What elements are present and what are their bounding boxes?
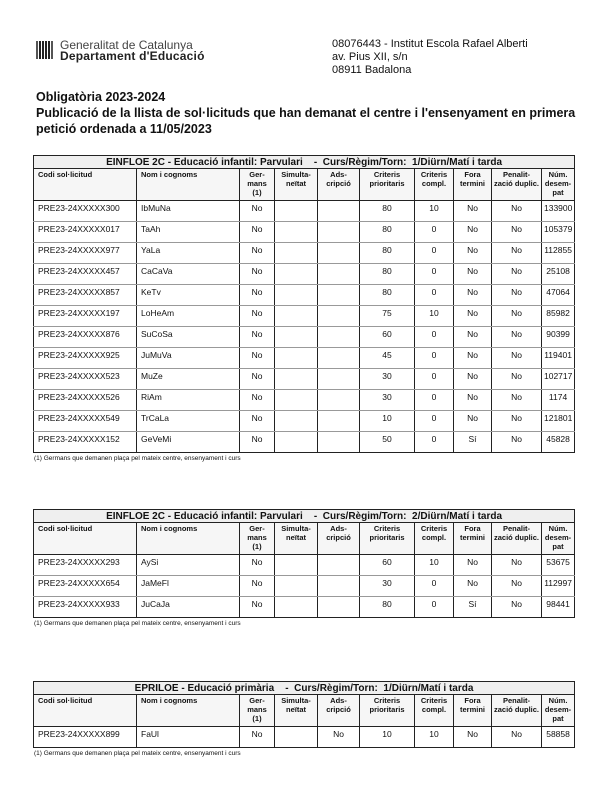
table-cell: LoHeAm [137,306,240,327]
table-cell: IbMuNa [137,201,240,222]
table-cell: PRE23-24XXXXX152 [34,432,137,453]
table-cell: 60 [360,555,415,576]
table-cell: 50 [360,432,415,453]
column-header: Penalit- zació duplic. [492,695,542,727]
header-row [34,695,575,727]
table-cell: 10 [360,411,415,432]
column-header: Criteris prioritaris [360,695,415,727]
table-cell: TrCaLa [137,411,240,432]
column-header: Núm. desem- pat [542,695,575,727]
table-cell: No [492,285,542,306]
table-cell: No [240,411,275,432]
page-header [36,38,576,78]
table-cell: PRE23-24XXXXX899 [34,727,137,748]
table-cell: No [240,576,275,597]
table-cell [275,597,318,618]
table-cell [318,264,360,285]
table-row [34,222,575,243]
column-header: Ger- mans (1) [240,523,275,555]
senyera-icon [36,41,56,61]
table-cell: No [318,727,360,748]
admissions-table [33,509,575,618]
table-cell: 98441 [542,597,575,618]
section-einfloe-1 [33,155,574,462]
column-header: Nom i cognoms [137,523,240,555]
table-cell: 0 [415,432,454,453]
table-cell: SuCoSa [137,327,240,348]
table-cell [318,222,360,243]
table-cell: No [240,327,275,348]
column-header: Criteris compl. [415,523,454,555]
table-cell [275,306,318,327]
table-cell [318,243,360,264]
table-cell [275,348,318,369]
table-cell [318,201,360,222]
table-cell: No [454,411,492,432]
table-cell: PRE23-24XXXXX549 [34,411,137,432]
table-cell: No [240,348,275,369]
table-cell [275,222,318,243]
table-cell: No [454,327,492,348]
table-row [34,576,575,597]
table-cell: No [240,264,275,285]
table-cell: 112855 [542,243,575,264]
logo-line2: Departament d'Educació [60,49,205,63]
table-cell: No [454,264,492,285]
column-header: Codi sol·licitud [34,169,137,201]
school-address [332,38,528,77]
table-cell: 10 [415,306,454,327]
table-cell: PRE23-24XXXXX654 [34,576,137,597]
generalitat-logo [36,40,205,62]
table-cell [275,555,318,576]
table-cell [275,264,318,285]
table-cell [318,576,360,597]
table-cell: 80 [360,201,415,222]
table-cell [318,555,360,576]
table-cell: No [454,369,492,390]
table-cell: PRE23-24XXXXX933 [34,597,137,618]
column-header: Penalit- zació duplic. [492,169,542,201]
table-cell: No [492,222,542,243]
table-cell: No [240,222,275,243]
column-header: Fora termini [454,695,492,727]
table-cell: 60 [360,327,415,348]
table-cell: No [454,285,492,306]
admissions-table [33,681,575,748]
table-cell: FaUl [137,727,240,748]
table-cell [275,201,318,222]
table-cell: No [492,327,542,348]
table-cell: PRE23-24XXXXX300 [34,201,137,222]
table-cell: 121801 [542,411,575,432]
table-cell: 0 [415,348,454,369]
table-row [34,369,575,390]
table-cell [275,285,318,306]
table-cell [318,411,360,432]
table-cell: 30 [360,369,415,390]
table-cell: AySi [137,555,240,576]
section-title: EPRILOE - Educació primària - Curs/Règim/Torn: 1/Diürn/Matí i tarda [34,682,575,695]
table-cell: No [492,201,542,222]
table-cell: No [454,390,492,411]
table-cell [318,348,360,369]
table-cell: 0 [415,264,454,285]
table-cell: No [492,576,542,597]
table-cell: No [240,432,275,453]
table-cell: 0 [415,369,454,390]
table-cell: 80 [360,285,415,306]
table-cell: No [240,597,275,618]
table-cell: No [240,369,275,390]
table-cell [275,369,318,390]
table-row [34,285,575,306]
table-cell [318,597,360,618]
table-cell: MuZe [137,369,240,390]
column-header: Núm. desem- pat [542,523,575,555]
table-cell: 1174 [542,390,575,411]
table-cell: PRE23-24XXXXX925 [34,348,137,369]
table-cell: PRE23-24XXXXX857 [34,285,137,306]
table-cell: 0 [415,576,454,597]
table-cell: 75 [360,306,415,327]
table-cell: PRE23-24XXXXX523 [34,369,137,390]
table-cell: 102717 [542,369,575,390]
column-header: Fora termini [454,523,492,555]
table-cell: No [492,390,542,411]
table-cell: No [492,597,542,618]
section-title: EINFLOE 2C - Educació infantil: Parvulari - Curs/Règim/Torn: 1/Diürn/Matí i tarda [34,156,575,169]
table-cell: No [454,201,492,222]
table-cell: No [240,243,275,264]
table-cell: 80 [360,222,415,243]
column-header: Criteris prioritaris [360,523,415,555]
table-row [34,411,575,432]
column-header: Penalit- zació duplic. [492,523,542,555]
table-cell: TaAh [137,222,240,243]
table-cell: No [492,306,542,327]
table-cell [318,432,360,453]
table-cell: 53675 [542,555,575,576]
table-cell: PRE23-24XXXXX876 [34,327,137,348]
column-header: Nom i cognoms [137,169,240,201]
table-cell [318,369,360,390]
table-cell [318,390,360,411]
table-cell: No [240,285,275,306]
column-header: Ads- cripció [318,695,360,727]
table-cell: 112997 [542,576,575,597]
table-cell: 25108 [542,264,575,285]
table-cell [318,306,360,327]
table-cell: PRE23-24XXXXX197 [34,306,137,327]
table-row [34,264,575,285]
column-header: Codi sol·licitud [34,695,137,727]
table-cell: No [492,243,542,264]
column-header: Simulta- neïtat [275,695,318,727]
section-einfloe-2 [33,509,574,627]
table-cell: No [492,555,542,576]
column-header: Ads- cripció [318,523,360,555]
table-cell: No [492,369,542,390]
table-cell: No [492,432,542,453]
column-header: Criteris prioritaris [360,169,415,201]
footnote: (1) Germans que demanen plaça pel mateix centre, ensenyament i curs [34,750,241,757]
school-street: av. Pius XII, s/n [332,51,408,63]
table-row [34,201,575,222]
table-row [34,243,575,264]
table-cell: 85982 [542,306,575,327]
table-cell: PRE23-24XXXXX526 [34,390,137,411]
section-epriloe-1 [33,681,574,757]
table-cell: 119401 [542,348,575,369]
title-date: petició ordenada a 11/05/2023 [36,122,212,136]
table-cell: 0 [415,390,454,411]
header-row [34,169,575,201]
school-name: 08076443 - Institut Escola Rafael Alberti [332,38,528,50]
table-row [34,348,575,369]
table-cell: 80 [360,597,415,618]
header-row [34,523,575,555]
table-cell: PRE23-24XXXXX457 [34,264,137,285]
table-cell: 45828 [542,432,575,453]
logo-line1: Generalitat de Catalunya [60,38,193,52]
table-cell [275,327,318,348]
table-cell: No [492,348,542,369]
table-cell: JuMuVa [137,348,240,369]
table-cell: YaLa [137,243,240,264]
table-row [34,390,575,411]
table-cell: 30 [360,390,415,411]
table-cell [275,576,318,597]
column-header: Núm. desem- pat [542,169,575,201]
table-cell: 10 [415,201,454,222]
table-cell: No [240,390,275,411]
table-row [34,597,575,618]
table-row [34,727,575,748]
column-header: Ads- cripció [318,169,360,201]
table-cell: No [240,201,275,222]
table-cell: 133900 [542,201,575,222]
document-title [36,89,596,137]
table-row [34,327,575,348]
table-cell [318,285,360,306]
table-cell [275,432,318,453]
column-header: Criteris compl. [415,695,454,727]
table-cell: 105379 [542,222,575,243]
table-cell: No [454,243,492,264]
table-cell [275,727,318,748]
column-header: Ger- mans (1) [240,169,275,201]
table-cell: CaCaVa [137,264,240,285]
table-cell: GeVeMi [137,432,240,453]
table-cell: 0 [415,243,454,264]
table-cell: No [454,306,492,327]
table-cell: 47064 [542,285,575,306]
column-header: Nom i cognoms [137,695,240,727]
table-row [34,306,575,327]
table-cell: No [492,264,542,285]
column-header: Criteris compl. [415,169,454,201]
table-cell: No [454,555,492,576]
table-cell: 30 [360,576,415,597]
table-cell: Sí [454,432,492,453]
table-cell: 80 [360,264,415,285]
table-cell: No [240,555,275,576]
column-header: Fora termini [454,169,492,201]
table-cell: No [492,411,542,432]
table-cell: No [492,727,542,748]
table-cell: No [454,727,492,748]
table-cell: PRE23-24XXXXX017 [34,222,137,243]
table-cell [318,327,360,348]
table-cell: 45 [360,348,415,369]
table-cell [275,243,318,264]
table-cell: JuCaJa [137,597,240,618]
footnote: (1) Germans que demanen plaça pel mateix centre, ensenyament i curs [34,620,241,627]
table-cell [275,411,318,432]
table-cell: 58858 [542,727,575,748]
table-cell [275,390,318,411]
table-cell: No [454,348,492,369]
table-row [34,555,575,576]
table-cell: PRE23-24XXXXX977 [34,243,137,264]
table-cell: No [454,576,492,597]
table-cell: 10 [415,727,454,748]
title-main: Publicació de la llista de sol·licituds que han demanat el centre i l'ensenyament en primera [36,106,576,120]
title-year: Obligatòria 2023-2024 [36,90,166,104]
table-cell: RiAm [137,390,240,411]
table-cell: 0 [415,222,454,243]
table-cell: Sí [454,597,492,618]
table-cell: No [240,727,275,748]
admissions-table [33,155,575,453]
column-header: Simulta- neïtat [275,169,318,201]
footnote: (1) Germans que demanen plaça pel mateix centre, ensenyament i curs [34,455,241,462]
table-cell: 80 [360,243,415,264]
column-header: Ger- mans (1) [240,695,275,727]
table-cell: 0 [415,411,454,432]
section-title: EINFLOE 2C - Educació infantil: Parvulari - Curs/Règim/Torn: 2/Diürn/Matí i tarda [34,510,575,523]
table-row [34,432,575,453]
table-cell: 10 [415,555,454,576]
table-cell: 10 [360,727,415,748]
table-cell: No [454,222,492,243]
table-cell: 90399 [542,327,575,348]
column-header: Simulta- neïtat [275,523,318,555]
table-cell: PRE23-24XXXXX293 [34,555,137,576]
table-cell: 0 [415,327,454,348]
table-cell: JaMeFl [137,576,240,597]
table-cell: KeTv [137,285,240,306]
table-cell: No [240,306,275,327]
school-city: 08911 Badalona [332,64,412,76]
column-header: Codi sol·licitud [34,523,137,555]
table-cell: 0 [415,285,454,306]
table-cell: 0 [415,597,454,618]
